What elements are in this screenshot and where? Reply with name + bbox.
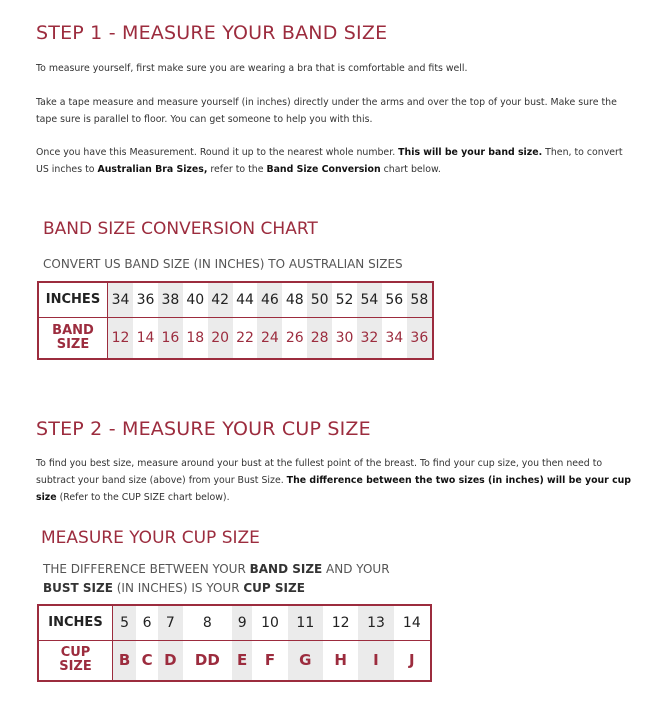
cup_chart-inches-cell: 12 xyxy=(323,605,358,640)
band-inches-label: INCHES xyxy=(38,282,108,317)
cup-chart-subtitle-line2 xyxy=(43,581,305,595)
cup-sub1-c: AND YOUR xyxy=(322,562,390,576)
cup_chart-size-cell: B xyxy=(113,640,137,681)
band_chart-size-cell: 18 xyxy=(186,329,205,346)
band_chart-size-cell: 34 xyxy=(385,329,404,346)
cup_chart-inches-cell: 7 xyxy=(158,605,183,640)
cup_chart-inches-cell: 6 xyxy=(136,605,158,640)
step2-text-c: (Refer to the CUP SIZE chart below). xyxy=(56,492,230,503)
band_chart-inches-cell: 50 xyxy=(307,282,332,317)
step2-paragraph xyxy=(36,455,636,506)
cup_chart-inches-cell: 5 xyxy=(113,605,137,640)
band_chart-inches-cell: 46 xyxy=(257,282,282,317)
band_chart-inches-cell: 40 xyxy=(183,282,208,317)
band_chart-inches-cell: 38 xyxy=(158,282,183,317)
cup_chart-size-cell: J xyxy=(409,651,415,670)
band_chart-inches-cell: 42 xyxy=(208,282,233,317)
cup-sub1-a: THE DIFFERENCE BETWEEN YOUR xyxy=(43,562,250,576)
cup_chart-inches-cell: 14 xyxy=(394,605,431,640)
p3-text-a: Once you have this Measurement. Round it up to the nearest whole number. xyxy=(36,147,399,158)
band-size-label xyxy=(38,317,108,359)
cup-size-table xyxy=(37,604,432,682)
p3-text-g: chart below. xyxy=(380,164,441,175)
cup-size-label-line1: CUP xyxy=(60,645,91,661)
cup_chart-size-cell: DD xyxy=(194,651,220,670)
p3-bold-australian: Australian Bra Sizes, xyxy=(97,164,208,175)
step1-paragraph-3 xyxy=(36,144,636,178)
cup_chart-inches-cell: 11 xyxy=(288,605,323,640)
cup_chart-size-cell: I xyxy=(358,640,393,681)
cup_chart-inches-cell: 10 xyxy=(252,605,287,640)
cup-size-label xyxy=(38,640,113,681)
band_chart-inches-cell: 36 xyxy=(133,282,158,317)
band-size-row xyxy=(38,317,433,359)
cup_chart-size-cell: C xyxy=(141,651,153,670)
step1-paragraph-2: Take a tape measure and measure yourself (in inches) directly under the arms and over the top of your bust. Make sure the tape sure is parallel to floor. You can get someone to help you with this. xyxy=(36,97,617,125)
band-size-table xyxy=(37,281,434,360)
band_chart-size-cell: 36 xyxy=(407,317,433,359)
band-chart-subtitle: CONVERT US BAND SIZE (IN INCHES) TO AUSTRALIAN SIZES xyxy=(43,257,403,271)
cup-sub2-cup-size: CUP SIZE xyxy=(243,581,305,595)
cup-sub1-band-size: BAND SIZE xyxy=(249,562,323,576)
band_chart-size-cell: 30 xyxy=(335,329,354,346)
p3-text-e: refer to the xyxy=(207,164,267,175)
band_chart-size-cell: 22 xyxy=(236,329,254,346)
cup_chart-size-cell: G xyxy=(288,640,323,681)
band_chart-size-cell: 28 xyxy=(307,317,332,359)
cup_chart-size-cell: F xyxy=(264,651,276,670)
cup_chart-inches-cell: 9 xyxy=(232,605,252,640)
cup-sub2-b: (IN INCHES) IS YOUR xyxy=(112,581,244,595)
p3-bold-band-size: This will be your band size. xyxy=(398,147,543,158)
cup-size-label-line2: SIZE xyxy=(59,659,92,675)
p3-text-c: Then, to convert US inches to xyxy=(36,147,623,175)
band_chart-inches-cell: 58 xyxy=(407,282,433,317)
band_chart-size-cell: 24 xyxy=(257,317,282,359)
band-size-label-line1: BAND xyxy=(52,322,94,338)
cup_chart-size-cell: E xyxy=(232,640,252,681)
band_chart-size-cell: 14 xyxy=(136,329,155,346)
band_chart-inches-cell: 54 xyxy=(357,282,382,317)
step1-paragraph-1: To measure yourself, first make sure you are wearing a bra that is comfortable and fits well. xyxy=(36,63,468,74)
band_chart-inches-cell: 52 xyxy=(332,282,357,317)
cup-chart-title: MEASURE YOUR CUP SIZE xyxy=(41,528,260,548)
step2-text-a: To find you best size, measure around your bust at the fullest point of the breast. To find your cup size, you then need to subtract your band size (above) from your Bust Size. xyxy=(36,458,603,486)
band-size-label-line2: SIZE xyxy=(56,336,90,352)
band_chart-size-cell: 26 xyxy=(285,329,304,346)
band_chart-size-cell: 16 xyxy=(158,317,183,359)
band_chart-inches-cell: 48 xyxy=(282,282,307,317)
band_chart-inches-cell: 44 xyxy=(233,282,258,317)
step2-bold-difference: The difference between the two sizes (in inches) will be your cup size xyxy=(36,475,632,503)
band_chart-size-cell: 20 xyxy=(208,317,233,359)
band_chart-inches-cell: 34 xyxy=(108,282,134,317)
band_chart-size-cell: 12 xyxy=(108,317,134,359)
band-chart-title: BAND SIZE CONVERSION CHART xyxy=(43,219,318,239)
cup-inches-row xyxy=(38,605,431,640)
cup-chart-subtitle-line1 xyxy=(43,562,390,576)
cup-sub2-bust-size: BUST SIZE xyxy=(43,581,113,595)
cup_chart-inches-cell: 13 xyxy=(358,605,393,640)
band_chart-inches-cell: 56 xyxy=(382,282,407,317)
step1-title: STEP 1 - MEASURE YOUR BAND SIZE xyxy=(36,22,388,44)
cup-size-row xyxy=(38,640,431,681)
band_chart-size-cell: 32 xyxy=(357,317,382,359)
step2-title: STEP 2 - MEASURE YOUR CUP SIZE xyxy=(36,418,371,440)
cup_chart-size-cell: H xyxy=(334,651,347,670)
cup_chart-inches-cell: 8 xyxy=(183,605,232,640)
cup_chart-size-cell: D xyxy=(158,640,183,681)
band-inches-row xyxy=(38,282,433,317)
p3-bold-conversion: Band Size Conversion xyxy=(266,164,381,175)
cup-inches-label: INCHES xyxy=(38,605,113,640)
